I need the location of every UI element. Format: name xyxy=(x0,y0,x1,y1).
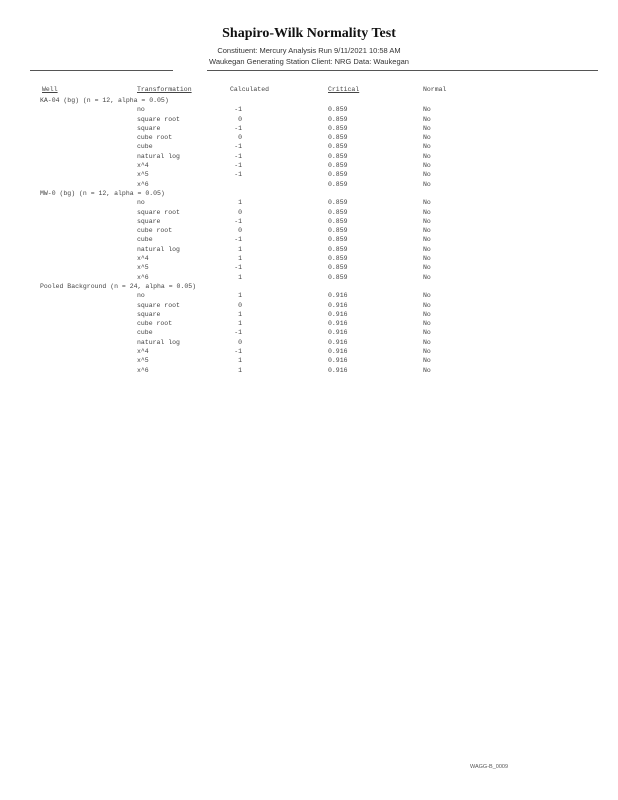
transformation-cell: no xyxy=(137,106,145,114)
table-row xyxy=(0,338,618,347)
table-row xyxy=(0,328,618,337)
critical-value-cell: 0.916 xyxy=(328,366,348,374)
critical-value-cell: 0.859 xyxy=(328,236,348,244)
normal-result-cell: No xyxy=(423,357,431,365)
computed-value-cell: -1 xyxy=(234,124,242,132)
computed-value-cell: 0 xyxy=(238,115,242,123)
transformation-cell: no xyxy=(137,199,145,207)
computed-value-cell: -1 xyxy=(234,236,242,244)
well-group-label: KA-04 (bg) (n = 12, alpha = 0.05) xyxy=(40,97,169,104)
normal-result-cell: No xyxy=(423,366,431,374)
critical-value-cell: 0.859 xyxy=(328,273,348,281)
normal-result-cell: No xyxy=(423,115,431,123)
results-table xyxy=(0,96,618,375)
transformation-cell: natural log xyxy=(137,152,180,160)
normal-result-cell: No xyxy=(423,329,431,337)
normal-result-cell: No xyxy=(423,171,431,179)
table-row xyxy=(0,301,618,310)
computed-value-cell: -1 xyxy=(234,329,242,337)
transformation-cell: square xyxy=(137,217,161,225)
normal-result-cell: No xyxy=(423,264,431,272)
normal-result-cell: No xyxy=(423,199,431,207)
critical-value-cell: 0.859 xyxy=(328,245,348,253)
critical-value-cell: 0.916 xyxy=(328,357,348,365)
normal-result-cell: No xyxy=(423,162,431,170)
normal-result-cell: No xyxy=(423,301,431,309)
computed-value-cell: 1 xyxy=(238,366,242,374)
critical-value-cell: 0.859 xyxy=(328,255,348,263)
normal-result-cell: No xyxy=(423,338,431,346)
critical-value-cell: 0.859 xyxy=(328,115,348,123)
table-row xyxy=(0,347,618,356)
normal-result-cell: No xyxy=(423,320,431,328)
computed-value-cell: 1 xyxy=(238,245,242,253)
column-header-well: Well xyxy=(42,86,58,93)
transformation-cell: cube xyxy=(137,329,153,337)
table-row xyxy=(0,273,618,282)
computed-value-cell: 0 xyxy=(238,208,242,216)
critical-value-cell: 0.916 xyxy=(328,320,348,328)
table-row xyxy=(0,161,618,170)
computed-value-cell: -1 xyxy=(234,143,242,151)
computed-value-cell: 1 xyxy=(238,273,242,281)
transformation-cell: cube root xyxy=(137,227,173,235)
normal-result-cell: No xyxy=(423,180,431,188)
table-row xyxy=(0,235,618,244)
computed-value-cell: -1 xyxy=(234,106,242,114)
table-row xyxy=(0,170,618,179)
header-divider-left xyxy=(30,70,173,71)
critical-value-cell: 0.916 xyxy=(328,329,348,337)
page-id-stamp: WAGG-B_0009 xyxy=(470,764,509,770)
transformation-cell: x^6 xyxy=(137,366,149,374)
well-group-label: Pooled Background (n = 24, alpha = 0.05) xyxy=(40,282,197,290)
table-row xyxy=(0,115,618,124)
computed-value-cell: -1 xyxy=(234,264,242,272)
normal-result-cell: No xyxy=(423,255,431,263)
normal-result-cell: No xyxy=(423,124,431,132)
computed-value-cell: 1 xyxy=(238,199,242,207)
normal-result-cell: No xyxy=(423,292,431,300)
critical-value-cell: 0.916 xyxy=(328,348,348,356)
computed-value-cell: 1 xyxy=(238,292,242,300)
critical-value-cell: 0.859 xyxy=(328,171,348,179)
critical-value-cell: 0.859 xyxy=(328,152,348,160)
transformation-cell: cube root xyxy=(137,320,173,328)
table-row xyxy=(0,356,618,365)
normal-result-cell: No xyxy=(423,273,431,281)
critical-value-cell: 0.859 xyxy=(328,217,348,225)
table-row xyxy=(0,142,618,151)
normal-result-cell: No xyxy=(423,152,431,160)
computed-value-cell: 1 xyxy=(238,357,242,365)
transformation-cell: x^5 xyxy=(137,264,149,272)
critical-value-cell: 0.916 xyxy=(328,292,348,300)
normal-result-cell: No xyxy=(423,227,431,235)
table-row xyxy=(0,105,618,114)
critical-value-cell: 0.916 xyxy=(328,301,348,309)
transformation-cell: cube xyxy=(137,143,153,151)
critical-value-cell: 0.859 xyxy=(328,199,348,207)
table-row xyxy=(0,208,618,217)
normal-result-cell: No xyxy=(423,143,431,151)
table-row xyxy=(0,198,618,207)
normal-result-cell: No xyxy=(423,236,431,244)
computed-value-cell: 0 xyxy=(238,301,242,309)
transformation-cell: square xyxy=(137,310,161,318)
transformation-cell: square root xyxy=(137,301,180,309)
normal-result-cell: No xyxy=(423,217,431,225)
computed-value-cell: 0 xyxy=(238,227,242,235)
report-subtitle-constituent: Constituent: Mercury Analysis Run 9/11/2021 10:58 AM xyxy=(217,46,401,55)
column-header-transformation: Transformation xyxy=(137,86,192,93)
column-header-critical: Critical xyxy=(328,86,360,93)
critical-value-cell: 0.859 xyxy=(328,106,348,114)
critical-value-cell: 0.916 xyxy=(328,310,348,318)
computed-value-cell: -1 xyxy=(234,171,242,179)
normal-result-cell: No xyxy=(423,348,431,356)
critical-value-cell: 0.859 xyxy=(328,180,348,188)
transformation-cell: no xyxy=(137,292,145,300)
well-group-label: MW-0 (bg) (n = 12, alpha = 0.05) xyxy=(40,189,165,197)
transformation-cell: natural log xyxy=(137,338,180,346)
column-header-normal: Normal xyxy=(423,86,447,93)
transformation-cell: square xyxy=(137,124,161,132)
computed-value-cell: -1 xyxy=(234,217,242,225)
table-row xyxy=(0,263,618,272)
table-row xyxy=(0,226,618,235)
critical-value-cell: 0.916 xyxy=(328,338,348,346)
critical-value-cell: 0.859 xyxy=(328,227,348,235)
transformation-cell: x^6 xyxy=(137,180,149,188)
table-row xyxy=(0,245,618,254)
table-row xyxy=(0,124,618,133)
transformation-cell: x^5 xyxy=(137,171,149,179)
transformation-cell: square root xyxy=(137,208,180,216)
report-subtitle-site: Waukegan Generating Station Client: NRG Data: Waukegan xyxy=(209,57,409,66)
transformation-cell: x^4 xyxy=(137,348,149,356)
computed-value-cell: -1 xyxy=(234,348,242,356)
critical-value-cell: 0.859 xyxy=(328,143,348,151)
normal-result-cell: No xyxy=(423,208,431,216)
header-divider-right xyxy=(207,70,598,71)
table-row xyxy=(0,152,618,161)
normal-result-cell: No xyxy=(423,310,431,318)
computed-value-cell: 1 xyxy=(238,320,242,328)
table-row xyxy=(0,254,618,263)
computed-value-cell: 1 xyxy=(238,255,242,263)
computed-value-cell: -1 xyxy=(234,152,242,160)
transformation-cell: x^4 xyxy=(137,162,149,170)
normal-result-cell: No xyxy=(423,245,431,253)
computed-value-cell: 1 xyxy=(238,310,242,318)
computed-value-cell: -1 xyxy=(234,162,242,170)
table-row xyxy=(0,319,618,328)
transformation-cell: cube root xyxy=(137,134,173,142)
transformation-cell: cube xyxy=(137,236,153,244)
transformation-cell: x^6 xyxy=(137,273,149,281)
table-row xyxy=(0,310,618,319)
transformation-cell: x^4 xyxy=(137,255,149,263)
table-row xyxy=(0,180,618,189)
critical-value-cell: 0.859 xyxy=(328,162,348,170)
transformation-cell: x^5 xyxy=(137,357,149,365)
table-row xyxy=(0,366,618,375)
critical-value-cell: 0.859 xyxy=(328,124,348,132)
critical-value-cell: 0.859 xyxy=(328,264,348,272)
report-title: Shapiro-Wilk Normality Test xyxy=(222,26,396,41)
table-row xyxy=(0,217,618,226)
table-row xyxy=(0,291,618,300)
normal-result-cell: No xyxy=(423,134,431,142)
table-row xyxy=(0,133,618,142)
transformation-cell: natural log xyxy=(137,245,180,253)
critical-value-cell: 0.859 xyxy=(328,134,348,142)
transformation-cell: square root xyxy=(137,115,180,123)
normal-result-cell: No xyxy=(423,106,431,114)
column-header-computed: Calculated xyxy=(230,86,270,93)
computed-value-cell: 0 xyxy=(238,338,242,346)
computed-value-cell: 0 xyxy=(238,134,242,142)
critical-value-cell: 0.859 xyxy=(328,208,348,216)
